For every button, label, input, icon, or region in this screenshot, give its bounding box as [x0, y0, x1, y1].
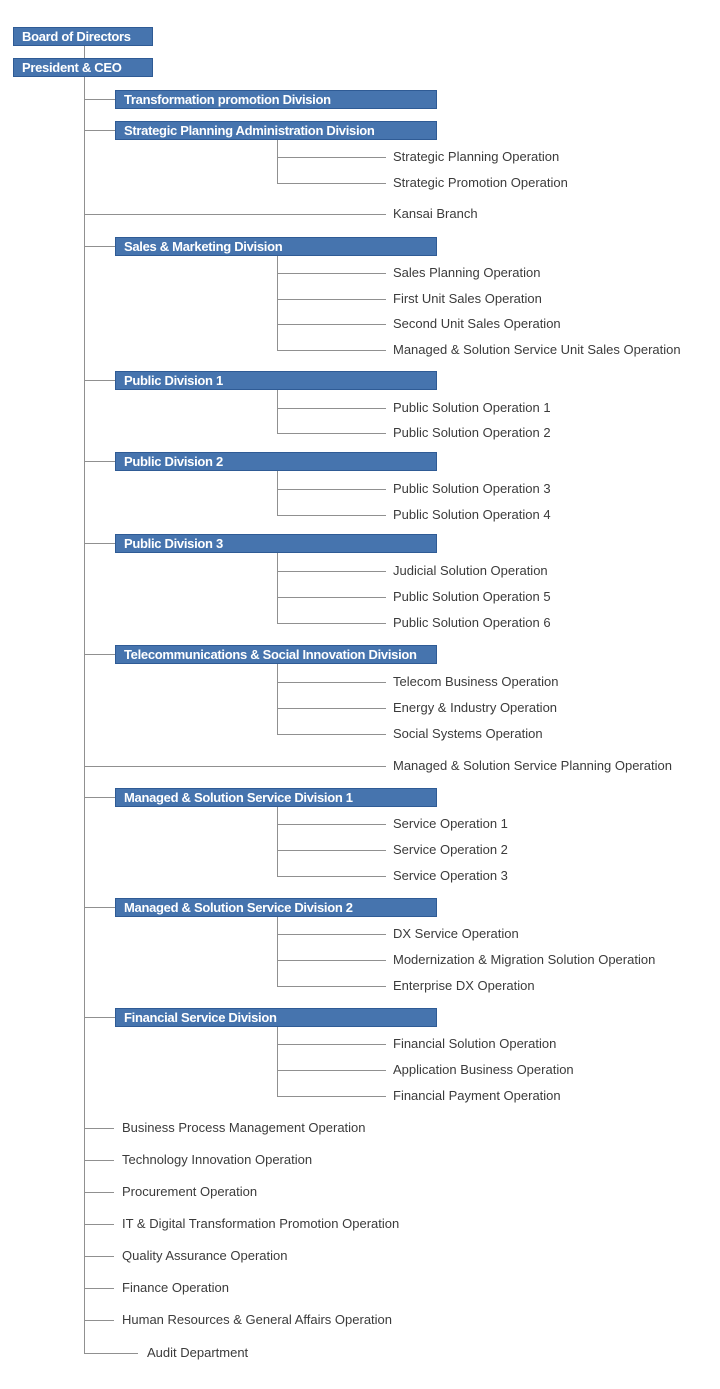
- connector-line: [84, 543, 115, 544]
- connector-line: [277, 1070, 386, 1071]
- connector-line: [84, 1192, 114, 1193]
- operation-label: Financial Payment Operation: [393, 1088, 561, 1103]
- operation-label: Public Solution Operation 4: [393, 507, 551, 522]
- operation-label: DX Service Operation: [393, 926, 519, 941]
- connector-line: [84, 380, 115, 381]
- operation-label: Telecom Business Operation: [393, 674, 559, 689]
- board-of-directors-box: Board of Directors: [13, 27, 153, 46]
- operation-label: Energy & Industry Operation: [393, 700, 558, 715]
- connector-line: [277, 183, 386, 184]
- operation-label: Quality Assurance Operation: [122, 1248, 288, 1263]
- operation-label: Managed & Solution Service Unit Sales Operation: [393, 342, 681, 357]
- operation-label: Strategic Planning Operation: [393, 149, 560, 164]
- connector-line: [277, 408, 386, 409]
- operation-label: Managed & Solution Service Planning Operation: [393, 758, 672, 773]
- connector-line: [277, 140, 278, 184]
- division-box-public-division-2: Public Division 2: [115, 452, 437, 471]
- connector-line: [277, 553, 278, 624]
- connector-line: [277, 664, 278, 735]
- branch-label: Kansai Branch: [393, 206, 478, 221]
- operation-label: Business Process Management Operation: [122, 1120, 366, 1135]
- connector-line: [277, 682, 386, 683]
- trunk-line: [84, 77, 85, 1354]
- connector-line: [277, 324, 386, 325]
- division-box-managed-solution-service-division-1: Managed & Solution Service Division 1: [115, 788, 437, 807]
- division-box-sales-marketing-division: Sales & Marketing Division: [115, 237, 437, 256]
- division-box-managed-solution-service-division-2: Managed & Solution Service Division 2: [115, 898, 437, 917]
- division-box-telecommunications-social-innovation-division: Telecommunications & Social Innovation Division: [115, 645, 437, 664]
- connector-line: [277, 917, 278, 987]
- division-box-strategic-planning-administration-division: Strategic Planning Administration Division: [115, 121, 437, 140]
- operation-label: Enterprise DX Operation: [393, 978, 535, 993]
- connector-line: [277, 960, 386, 961]
- connector-line: [84, 766, 386, 767]
- connector-line: [84, 1256, 114, 1257]
- connector-line: [277, 515, 386, 516]
- connector-line: [277, 623, 386, 624]
- operation-label: Strategic Promotion Operation: [393, 175, 568, 190]
- operation-label: Judicial Solution Operation: [393, 563, 548, 578]
- connector-line: [84, 246, 115, 247]
- operation-label: Modernization & Migration Solution Operation: [393, 952, 656, 967]
- connector-line: [84, 1160, 114, 1161]
- connector-line: [277, 734, 386, 735]
- connector-line: [84, 130, 115, 131]
- connector-line: [277, 1044, 386, 1045]
- connector-line: [277, 256, 278, 351]
- department-label: Audit Department: [147, 1345, 249, 1360]
- connector-line: [84, 1128, 114, 1129]
- connector-line: [277, 934, 386, 935]
- connector-line: [84, 907, 115, 908]
- operation-label: First Unit Sales Operation: [393, 291, 542, 306]
- operation-label: Social Systems Operation: [393, 726, 543, 741]
- operation-label: Human Resources & General Affairs Operation: [122, 1312, 393, 1327]
- connector-line: [277, 390, 278, 434]
- operation-label: Finance Operation: [122, 1280, 229, 1295]
- operation-label: IT & Digital Transformation Promotion Operation: [122, 1216, 400, 1231]
- operation-label: Application Business Operation: [393, 1062, 574, 1077]
- connector-line: [84, 461, 115, 462]
- connector-line: [277, 489, 386, 490]
- connector-line: [84, 654, 115, 655]
- division-box-financial-service-division: Financial Service Division: [115, 1008, 437, 1027]
- connector-line: [277, 876, 386, 877]
- operation-label: Public Solution Operation 5: [393, 589, 551, 604]
- connector-line: [84, 1353, 138, 1354]
- connector-line: [277, 471, 278, 516]
- connector-line: [84, 1288, 114, 1289]
- operation-label: Financial Solution Operation: [393, 1036, 557, 1051]
- connector-line: [277, 273, 386, 274]
- division-box-public-division-1: Public Division 1: [115, 371, 437, 390]
- connector-line: [277, 597, 386, 598]
- connector-line: [277, 1027, 278, 1097]
- operation-label: Second Unit Sales Operation: [393, 316, 561, 331]
- connector-line: [277, 807, 278, 877]
- connector-line: [277, 1096, 386, 1097]
- connector-line: [84, 797, 115, 798]
- connector-line: [277, 824, 386, 825]
- connector-line: [277, 850, 386, 851]
- operation-label: Procurement Operation: [122, 1184, 258, 1199]
- operation-label: Public Solution Operation 3: [393, 481, 551, 496]
- connector-line: [84, 1017, 115, 1018]
- connector-line: [277, 299, 386, 300]
- operation-label: Service Operation 2: [393, 842, 508, 857]
- operation-label: Service Operation 1: [393, 816, 508, 831]
- president-ceo-box: President & CEO: [13, 58, 153, 77]
- connector-line: [277, 157, 386, 158]
- connector-line: [277, 571, 386, 572]
- connector-line: [84, 214, 386, 215]
- connector-line: [277, 708, 386, 709]
- operation-label: Public Solution Operation 2: [393, 425, 551, 440]
- operation-label: Public Solution Operation 6: [393, 615, 551, 630]
- operation-label: Technology Innovation Operation: [122, 1152, 313, 1167]
- connector-line: [84, 99, 115, 100]
- operation-label: Sales Planning Operation: [393, 265, 541, 280]
- division-box-transformation-promotion-division: Transformation promotion Division: [115, 90, 437, 109]
- connector-line: [84, 1320, 114, 1321]
- division-box-public-division-3: Public Division 3: [115, 534, 437, 553]
- connector-line: [277, 433, 386, 434]
- operation-label: Service Operation 3: [393, 868, 508, 883]
- connector-line: [84, 46, 85, 58]
- connector-line: [277, 986, 386, 987]
- operation-label: Public Solution Operation 1: [393, 400, 551, 415]
- connector-line: [277, 350, 386, 351]
- connector-line: [84, 1224, 114, 1225]
